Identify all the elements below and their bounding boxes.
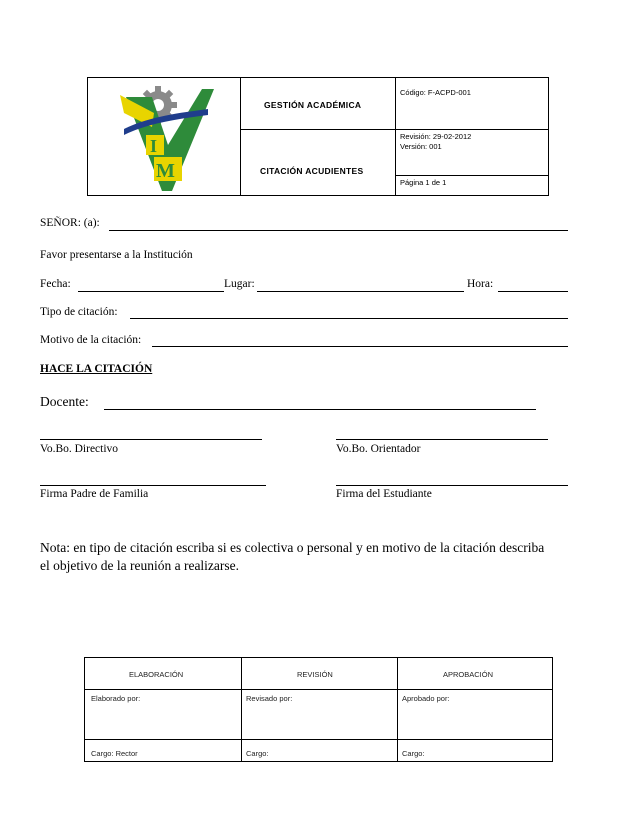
favor-text: Favor presentarse a la Institución	[40, 249, 193, 261]
elaborado-label: Elaborado por:	[91, 694, 141, 703]
motivo-field[interactable]	[152, 346, 568, 347]
lugar-field[interactable]	[257, 291, 464, 292]
revision-date: Revisión: 29-02-2012	[400, 132, 472, 141]
version: Versión: 001	[400, 142, 442, 151]
hora-field[interactable]	[498, 291, 568, 292]
header-aprobacion: APROBACIÓN	[443, 670, 494, 679]
approval-table	[84, 657, 553, 762]
cargo-elaboracion: Cargo: Rector	[91, 749, 138, 758]
header-table	[87, 77, 549, 196]
docente-field[interactable]	[104, 409, 536, 410]
cargo-aprobacion: Cargo:	[402, 749, 425, 758]
cargo-revision: Cargo:	[246, 749, 269, 758]
document-code: Código: F-ACPD-001	[400, 88, 471, 97]
hora-label: Hora:	[467, 278, 494, 290]
svg-text:I: I	[150, 136, 158, 156]
fecha-field[interactable]	[78, 291, 224, 292]
motivo-label: Motivo de la citación:	[40, 334, 142, 346]
senor-field[interactable]	[109, 230, 568, 231]
svg-text:M: M	[156, 160, 175, 182]
estudiante-label: Firma del Estudiante	[336, 488, 432, 500]
hace-citacion-heading: HACE LA CITACIÓN	[40, 363, 153, 375]
nota-line-1: Nota: en tipo de citación escriba si es colectiva o personal y en motivo de la citación describa	[40, 540, 545, 555]
header-revision: REVISIÓN	[297, 670, 333, 679]
directivo-label: Vo.Bo. Directivo	[40, 443, 119, 455]
orientador-signature-line[interactable]	[336, 439, 548, 440]
header-elaboracion: ELABORACIÓN	[129, 670, 184, 679]
page-number: Página 1 de 1	[400, 178, 447, 187]
tipo-label: Tipo de citación:	[40, 306, 118, 318]
fecha-label: Fecha:	[40, 278, 71, 290]
padre-label: Firma Padre de Familia	[40, 488, 149, 500]
docente-label: Docente:	[40, 394, 89, 409]
tipo-field[interactable]	[130, 318, 568, 319]
directivo-signature-line[interactable]	[40, 439, 262, 440]
document-title: CITACIÓN ACUDIENTES	[260, 166, 364, 176]
padre-signature-line[interactable]	[40, 485, 266, 486]
orientador-label: Vo.Bo. Orientador	[336, 443, 421, 455]
area-title: GESTIÓN ACADÉMICA	[264, 100, 362, 110]
institution-logo	[118, 83, 214, 193]
senor-label: SEÑOR: (a):	[40, 217, 100, 229]
lugar-label: Lugar:	[224, 278, 255, 290]
estudiante-signature-line[interactable]	[336, 485, 568, 486]
revisado-label: Revisado por:	[246, 694, 293, 703]
aprobado-label: Aprobado por:	[402, 694, 450, 703]
nota-line-2: el objetivo de la reunión a realizarse.	[40, 558, 240, 573]
